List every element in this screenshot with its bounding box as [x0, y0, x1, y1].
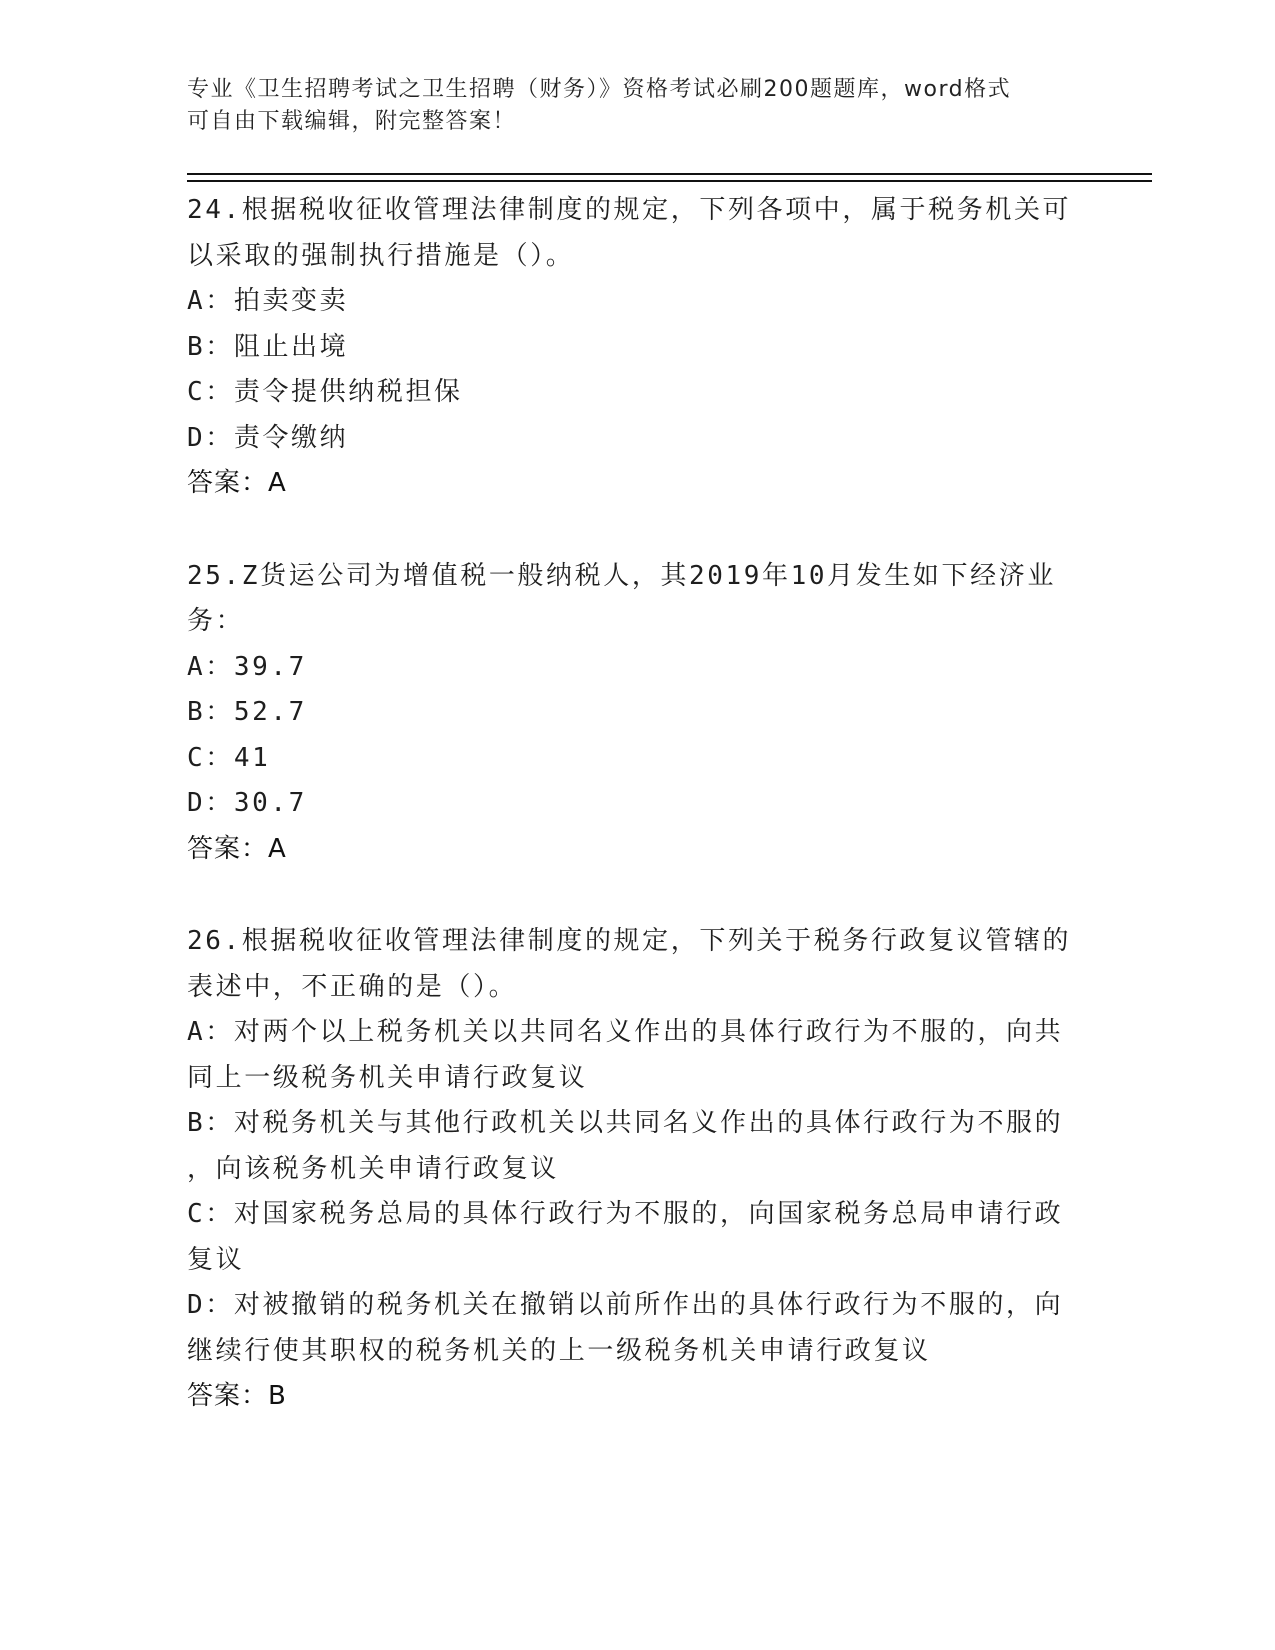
option-line: C：41 [187, 742, 271, 773]
option-line: 复议 [187, 1244, 245, 1275]
question-stem [187, 919, 1077, 1010]
option-d [187, 781, 1077, 827]
option-line: D：对被撤销的税务机关在撤销以前所作出的具体行政行为不服的，向 [187, 1290, 1064, 1320]
question-list [187, 188, 1077, 1420]
option-a [187, 645, 1077, 691]
option-c [187, 1192, 1077, 1283]
stem-line: 以采取的强制执行措施是（）。 [187, 240, 575, 271]
option-b [187, 325, 1077, 371]
question-block [187, 188, 1077, 507]
option-line: A：对两个以上税务机关以共同名义作出的具体行政行为不服的，向共 [187, 1017, 1064, 1047]
stem-line: 表述中，不正确的是（）。 [187, 971, 518, 1002]
question-block [187, 919, 1077, 1420]
stem-line: 25.Z货运公司为增值税一般纳税人，其2019年10月发生如下经济业 [187, 560, 1056, 591]
option-c [187, 736, 1077, 782]
option-line: C：责令提供纳税担保 [187, 377, 463, 407]
option-a [187, 1010, 1077, 1101]
document-header [187, 74, 1067, 138]
option-d [187, 416, 1077, 462]
answer-label: 答案：A [187, 468, 287, 498]
option-line: C：对国家税务总局的具体行政行为不服的，向国家税务总局申请行政 [187, 1199, 1064, 1229]
question-stem [187, 554, 1077, 645]
header-line: 专业《卫生招聘考试之卫生招聘（财务）》资格考试必刷200题题库，word格式 [187, 77, 1012, 102]
option-b [187, 1101, 1077, 1192]
option-a [187, 279, 1077, 325]
stem-line: 务： [187, 606, 245, 636]
option-line: B：52.7 [187, 697, 307, 727]
question-stem [187, 188, 1077, 279]
option-c [187, 370, 1077, 416]
option-line: D：责令缴纳 [187, 422, 349, 453]
option-line: D：30.7 [187, 788, 307, 818]
option-line: 继续行使其职权的税务机关的上一级税务机关申请行政复议 [187, 1335, 931, 1366]
option-line: 同上一级税务机关申请行政复议 [187, 1062, 588, 1093]
option-line: B：对税务机关与其他行政机关以共同名义作出的具体行政行为不服的 [187, 1108, 1064, 1138]
answer-label: 答案：B [187, 1381, 287, 1411]
option-line: ，向该税务机关申请行政复议 [187, 1153, 559, 1184]
question-block [187, 554, 1077, 873]
option-line: A：39.7 [187, 651, 307, 682]
stem-line: 24.根据税收征收管理法律制度的规定，下列各项中，属于税务机关可 [187, 195, 1072, 225]
header-line: 可自由下载编辑，附完整答案！ [187, 109, 517, 134]
stem-line: 26.根据税收征收管理法律制度的规定，下列关于税务行政复议管辖的 [187, 926, 1072, 956]
answer-label: 答案：A [187, 833, 287, 864]
option-line: A：拍卖变卖 [187, 286, 349, 316]
option-d [187, 1283, 1077, 1374]
header-divider [187, 180, 1152, 182]
option-b [187, 690, 1077, 736]
option-line: B：阻止出境 [187, 331, 349, 362]
header-divider [187, 173, 1152, 175]
